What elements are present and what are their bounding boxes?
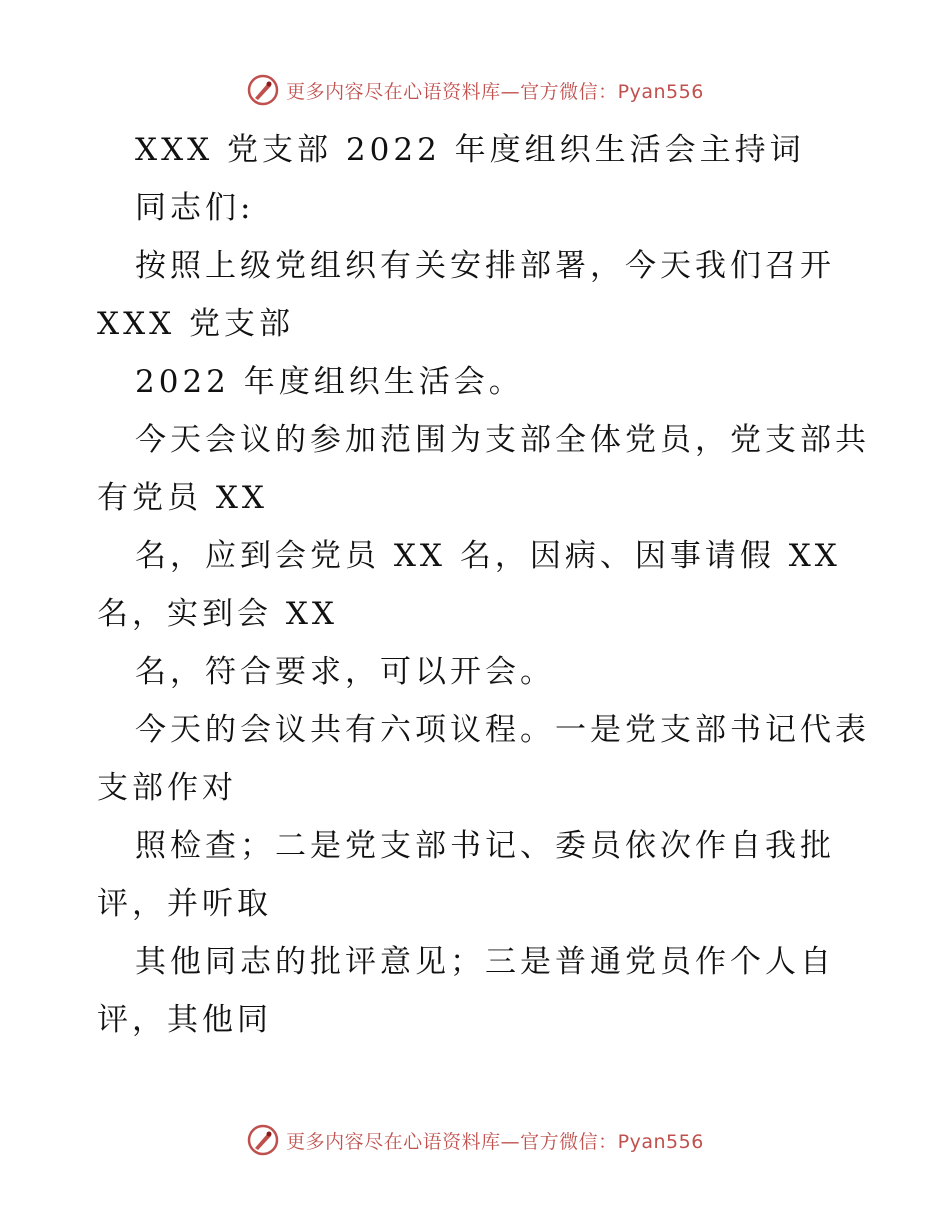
paragraph-line: 评，其他同 bbox=[97, 1002, 272, 1038]
footer-banner bbox=[0, 1120, 950, 1160]
header-banner bbox=[0, 70, 950, 110]
paragraph-line: 其他同志的批评意见；三是普通党员作个人自 bbox=[135, 944, 835, 980]
paragraph-line: 名，符合要求，可以开会。 bbox=[135, 654, 555, 690]
paragraph-line: 有党员 XX bbox=[97, 480, 268, 516]
paragraph-line: 支部作对 bbox=[97, 770, 237, 806]
paragraph-line: 同志们: bbox=[135, 190, 255, 226]
document-title: XXX 党支部 2022 年度组织生活会主持词 bbox=[135, 132, 805, 168]
paragraph-line: 名，实到会 XX bbox=[97, 596, 338, 632]
paragraph-line: 今天的会议共有六项议程。一是党支部书记代表 bbox=[135, 712, 870, 748]
paragraph-line: 评，并听取 bbox=[97, 886, 272, 922]
paragraph-line: 照检查；二是党支部书记、委员依次作自我批 bbox=[135, 828, 835, 864]
paragraph-line: 2022 年度组织生活会。 bbox=[135, 364, 524, 400]
paragraph-line: 按照上级党组织有关安排部署，今天我们召开 bbox=[135, 248, 835, 284]
pen-logo-icon bbox=[246, 73, 280, 107]
paragraph-line: 今天会议的参加范围为支部全体党员，党支部共 bbox=[135, 422, 870, 458]
paragraph-line: XXX 党支部 bbox=[97, 306, 295, 342]
paragraph-line: 名，应到会党员 XX 名，因病、因事请假 XX bbox=[135, 538, 841, 574]
header-banner-text: 更多内容尽在心语资料库—官方微信：Pyan556 bbox=[286, 80, 704, 103]
footer-banner-text: 更多内容尽在心语资料库—官方微信：Pyan556 bbox=[286, 1130, 704, 1153]
pen-logo-icon bbox=[246, 1123, 280, 1157]
